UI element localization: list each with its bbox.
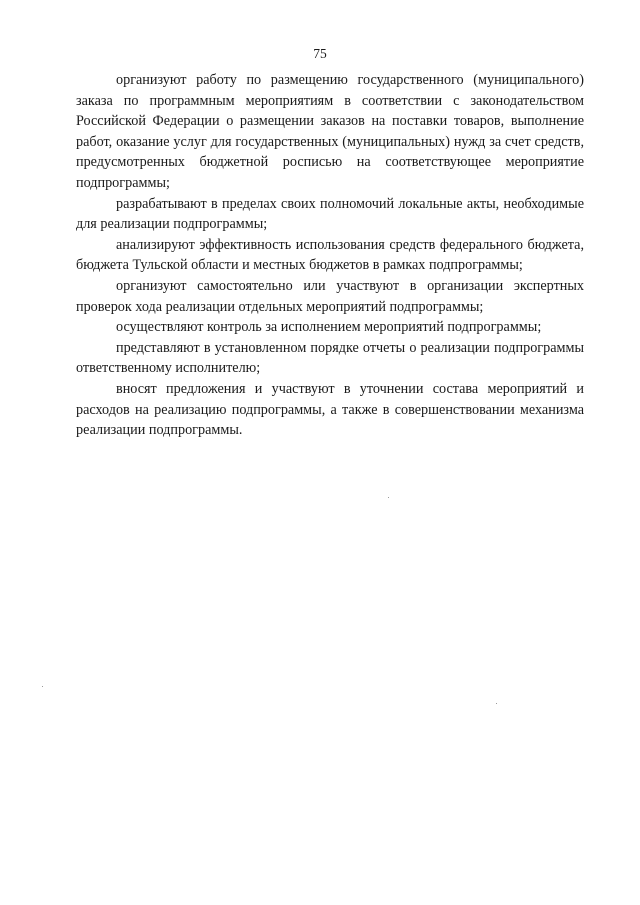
document-body: [76, 70, 584, 441]
paragraph-placing-orders: организуют работу по размещению государственного (муниципального) заказа по программным мероприятиям в соответствии с законодательством Российской Федерации о размещении заказов на поставки товаров, выполнение работ, оказание услуг для государственных (муниципальных) нужд за счет средств, предусмотренных бюджетной росписью на соответствующее мероприятие подпрограммы;: [76, 72, 584, 191]
scan-speck: [496, 703, 497, 704]
paragraph-reports: представляют в установленном порядке отчеты о реализации подпрограммы ответственному исполнителю;: [76, 339, 584, 377]
scan-speck: [42, 686, 43, 687]
paragraph-analysis: анализируют эффективность использования средств федерального бюджета, бюджета Тульской области и местных бюджетов в рамках подпрограммы;: [76, 236, 584, 274]
paragraph-proposals: вносят предложения и участвуют в уточнении состава мероприятий и расходов на реализацию подпрограммы, а также в совершенствовании механизма реализации подпрограммы.: [76, 380, 584, 439]
paragraph-expert-checks: организуют самостоятельно или участвуют в организации экспертных проверок хода реализации отдельных мероприятий подпрограммы;: [76, 277, 584, 315]
page-number: 75: [313, 46, 327, 61]
paragraph-control: осуществляют контроль за исполнением мероприятий подпрограммы;: [116, 319, 542, 336]
paragraph-local-acts: разрабатывают в пределах своих полномочий локальные акты, необходимые для реализации подпрограммы;: [76, 195, 584, 233]
scan-speck: [388, 497, 389, 498]
